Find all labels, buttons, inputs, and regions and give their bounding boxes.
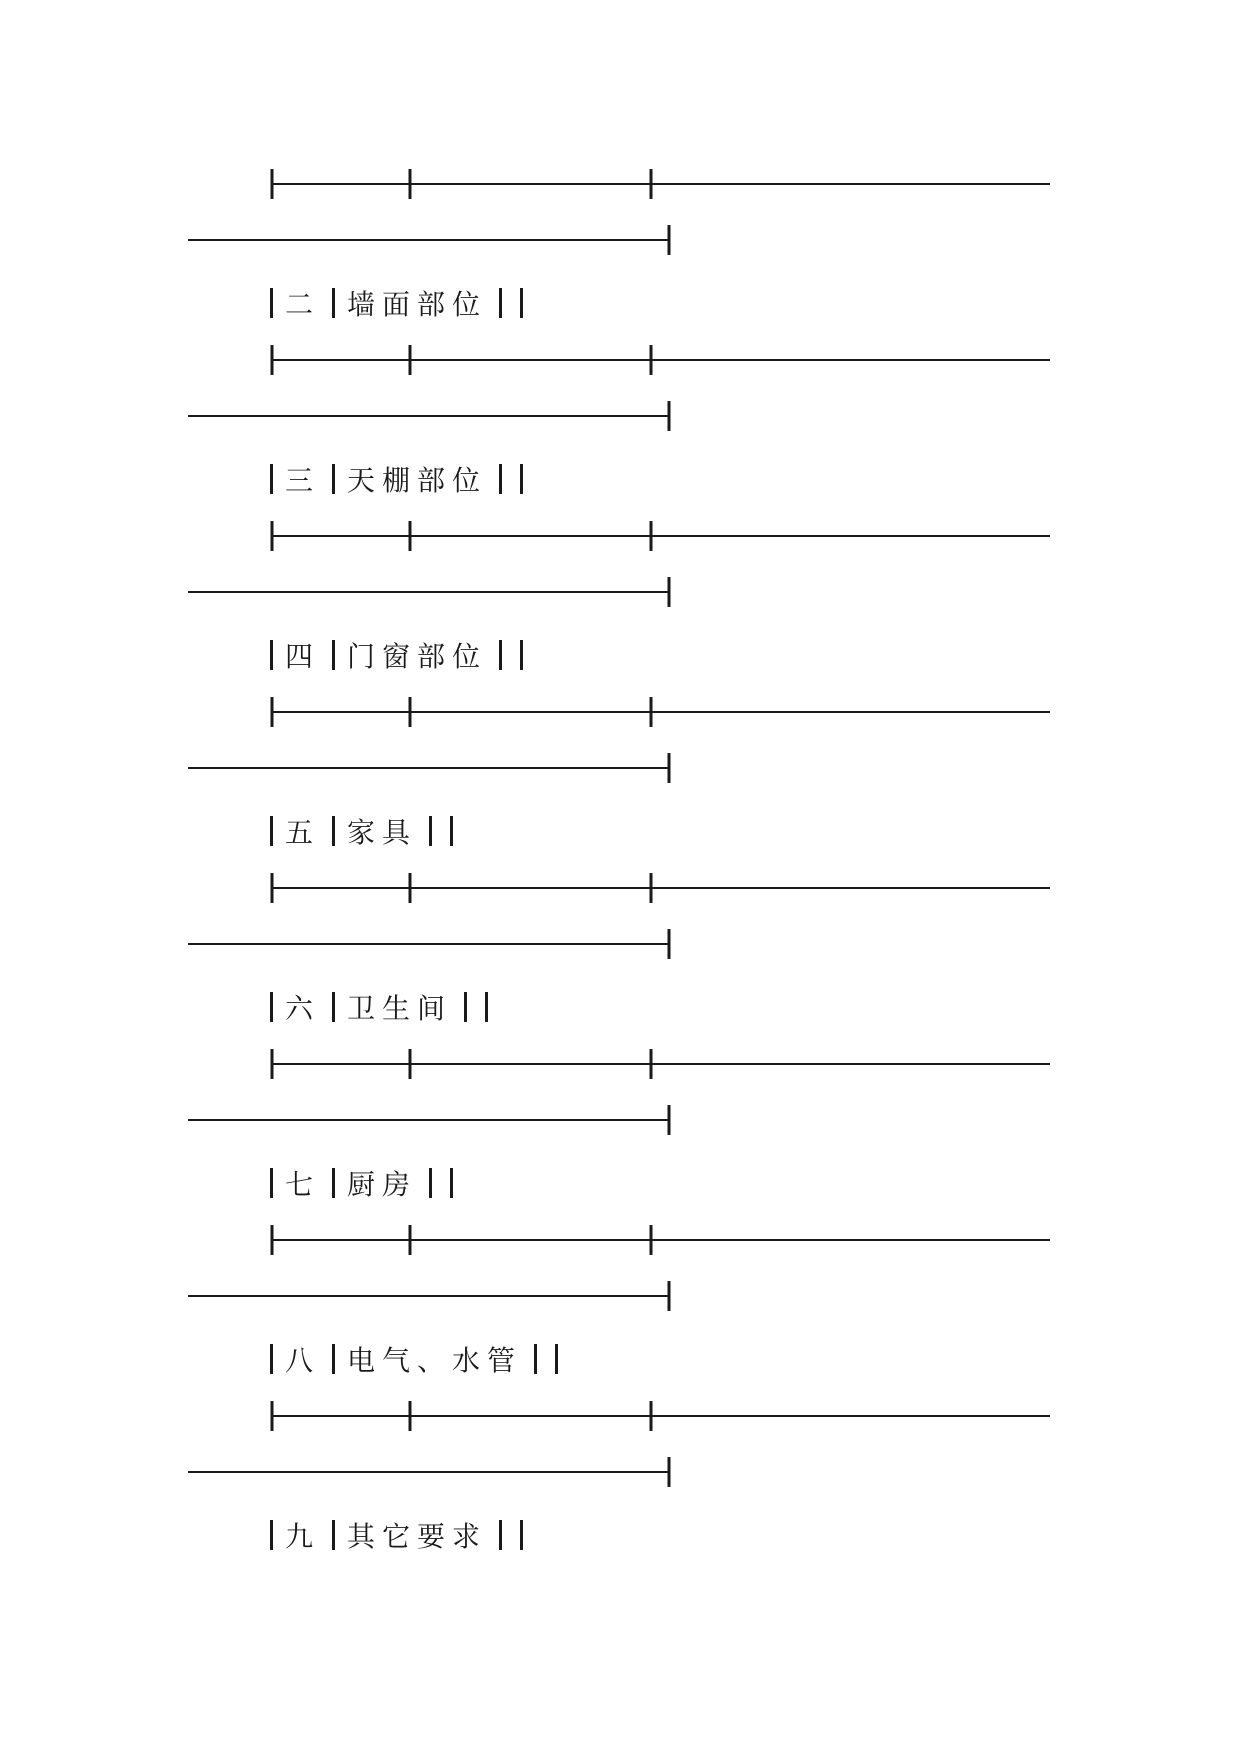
row-number: 四	[285, 640, 321, 673]
divider-lines	[0, 1040, 1241, 1120]
cell-border	[332, 1520, 335, 1550]
table-row	[270, 809, 459, 853]
cell-border	[555, 1344, 558, 1374]
table-divider	[0, 864, 1241, 944]
cell-border	[332, 464, 335, 494]
table-row	[270, 1161, 459, 1205]
divider-lines	[0, 1216, 1241, 1296]
row-label: 家具	[347, 816, 418, 849]
cell-border	[332, 1168, 335, 1198]
divider-lines	[0, 1392, 1241, 1472]
table-divider	[0, 512, 1241, 592]
row-label: 其它要求	[347, 1520, 488, 1553]
cell-border	[450, 816, 453, 846]
divider-lines	[0, 864, 1241, 944]
row-label: 墙面部位	[347, 288, 488, 321]
table-row	[270, 1337, 564, 1381]
cell-border	[499, 288, 502, 318]
cell-border	[499, 640, 502, 670]
row-label: 电气、水管	[347, 1344, 523, 1377]
table-divider	[0, 688, 1241, 768]
row-number: 八	[285, 1344, 321, 1377]
cell-border	[429, 1168, 432, 1198]
row-number: 二	[285, 288, 321, 321]
cell-border	[534, 1344, 537, 1374]
cell-border	[270, 1520, 273, 1550]
cell-border	[332, 640, 335, 670]
cell-border	[520, 640, 523, 670]
cell-border	[520, 464, 523, 494]
cell-border	[332, 816, 335, 846]
divider-lines	[0, 336, 1241, 416]
divider-lines	[0, 512, 1241, 592]
cell-border	[270, 816, 273, 846]
table-divider	[0, 1216, 1241, 1296]
divider-lines	[0, 688, 1241, 768]
cell-border	[270, 1168, 273, 1198]
row-label: 门窗部位	[347, 640, 488, 673]
cell-border	[270, 640, 273, 670]
cell-border	[499, 464, 502, 494]
cell-border	[520, 288, 523, 318]
cell-border	[270, 464, 273, 494]
cell-border	[270, 1344, 273, 1374]
row-number: 七	[285, 1168, 321, 1201]
table-row	[270, 633, 529, 677]
cell-border	[520, 1520, 523, 1550]
cell-border	[332, 1344, 335, 1374]
cell-border	[485, 992, 488, 1022]
table-row	[270, 281, 529, 325]
cell-border	[464, 992, 467, 1022]
cell-border	[429, 816, 432, 846]
table-row	[270, 457, 529, 501]
row-number: 九	[285, 1520, 321, 1553]
divider-lines	[0, 160, 1241, 240]
cell-border	[332, 992, 335, 1022]
cell-border	[332, 288, 335, 318]
row-number: 五	[285, 816, 321, 849]
table-divider	[0, 1040, 1241, 1120]
row-number: 三	[285, 464, 321, 497]
cell-border	[270, 288, 273, 318]
cell-border	[499, 1520, 502, 1550]
row-number: 六	[285, 992, 321, 1025]
row-label: 厨房	[347, 1168, 418, 1201]
table-row	[270, 985, 494, 1029]
table-divider	[0, 1392, 1241, 1472]
table-row	[270, 1513, 529, 1557]
table-divider	[0, 336, 1241, 416]
row-label: 卫生间	[347, 992, 453, 1025]
cell-border	[270, 992, 273, 1022]
table-divider	[0, 160, 1241, 240]
row-label: 天棚部位	[347, 464, 488, 497]
cell-border	[450, 1168, 453, 1198]
